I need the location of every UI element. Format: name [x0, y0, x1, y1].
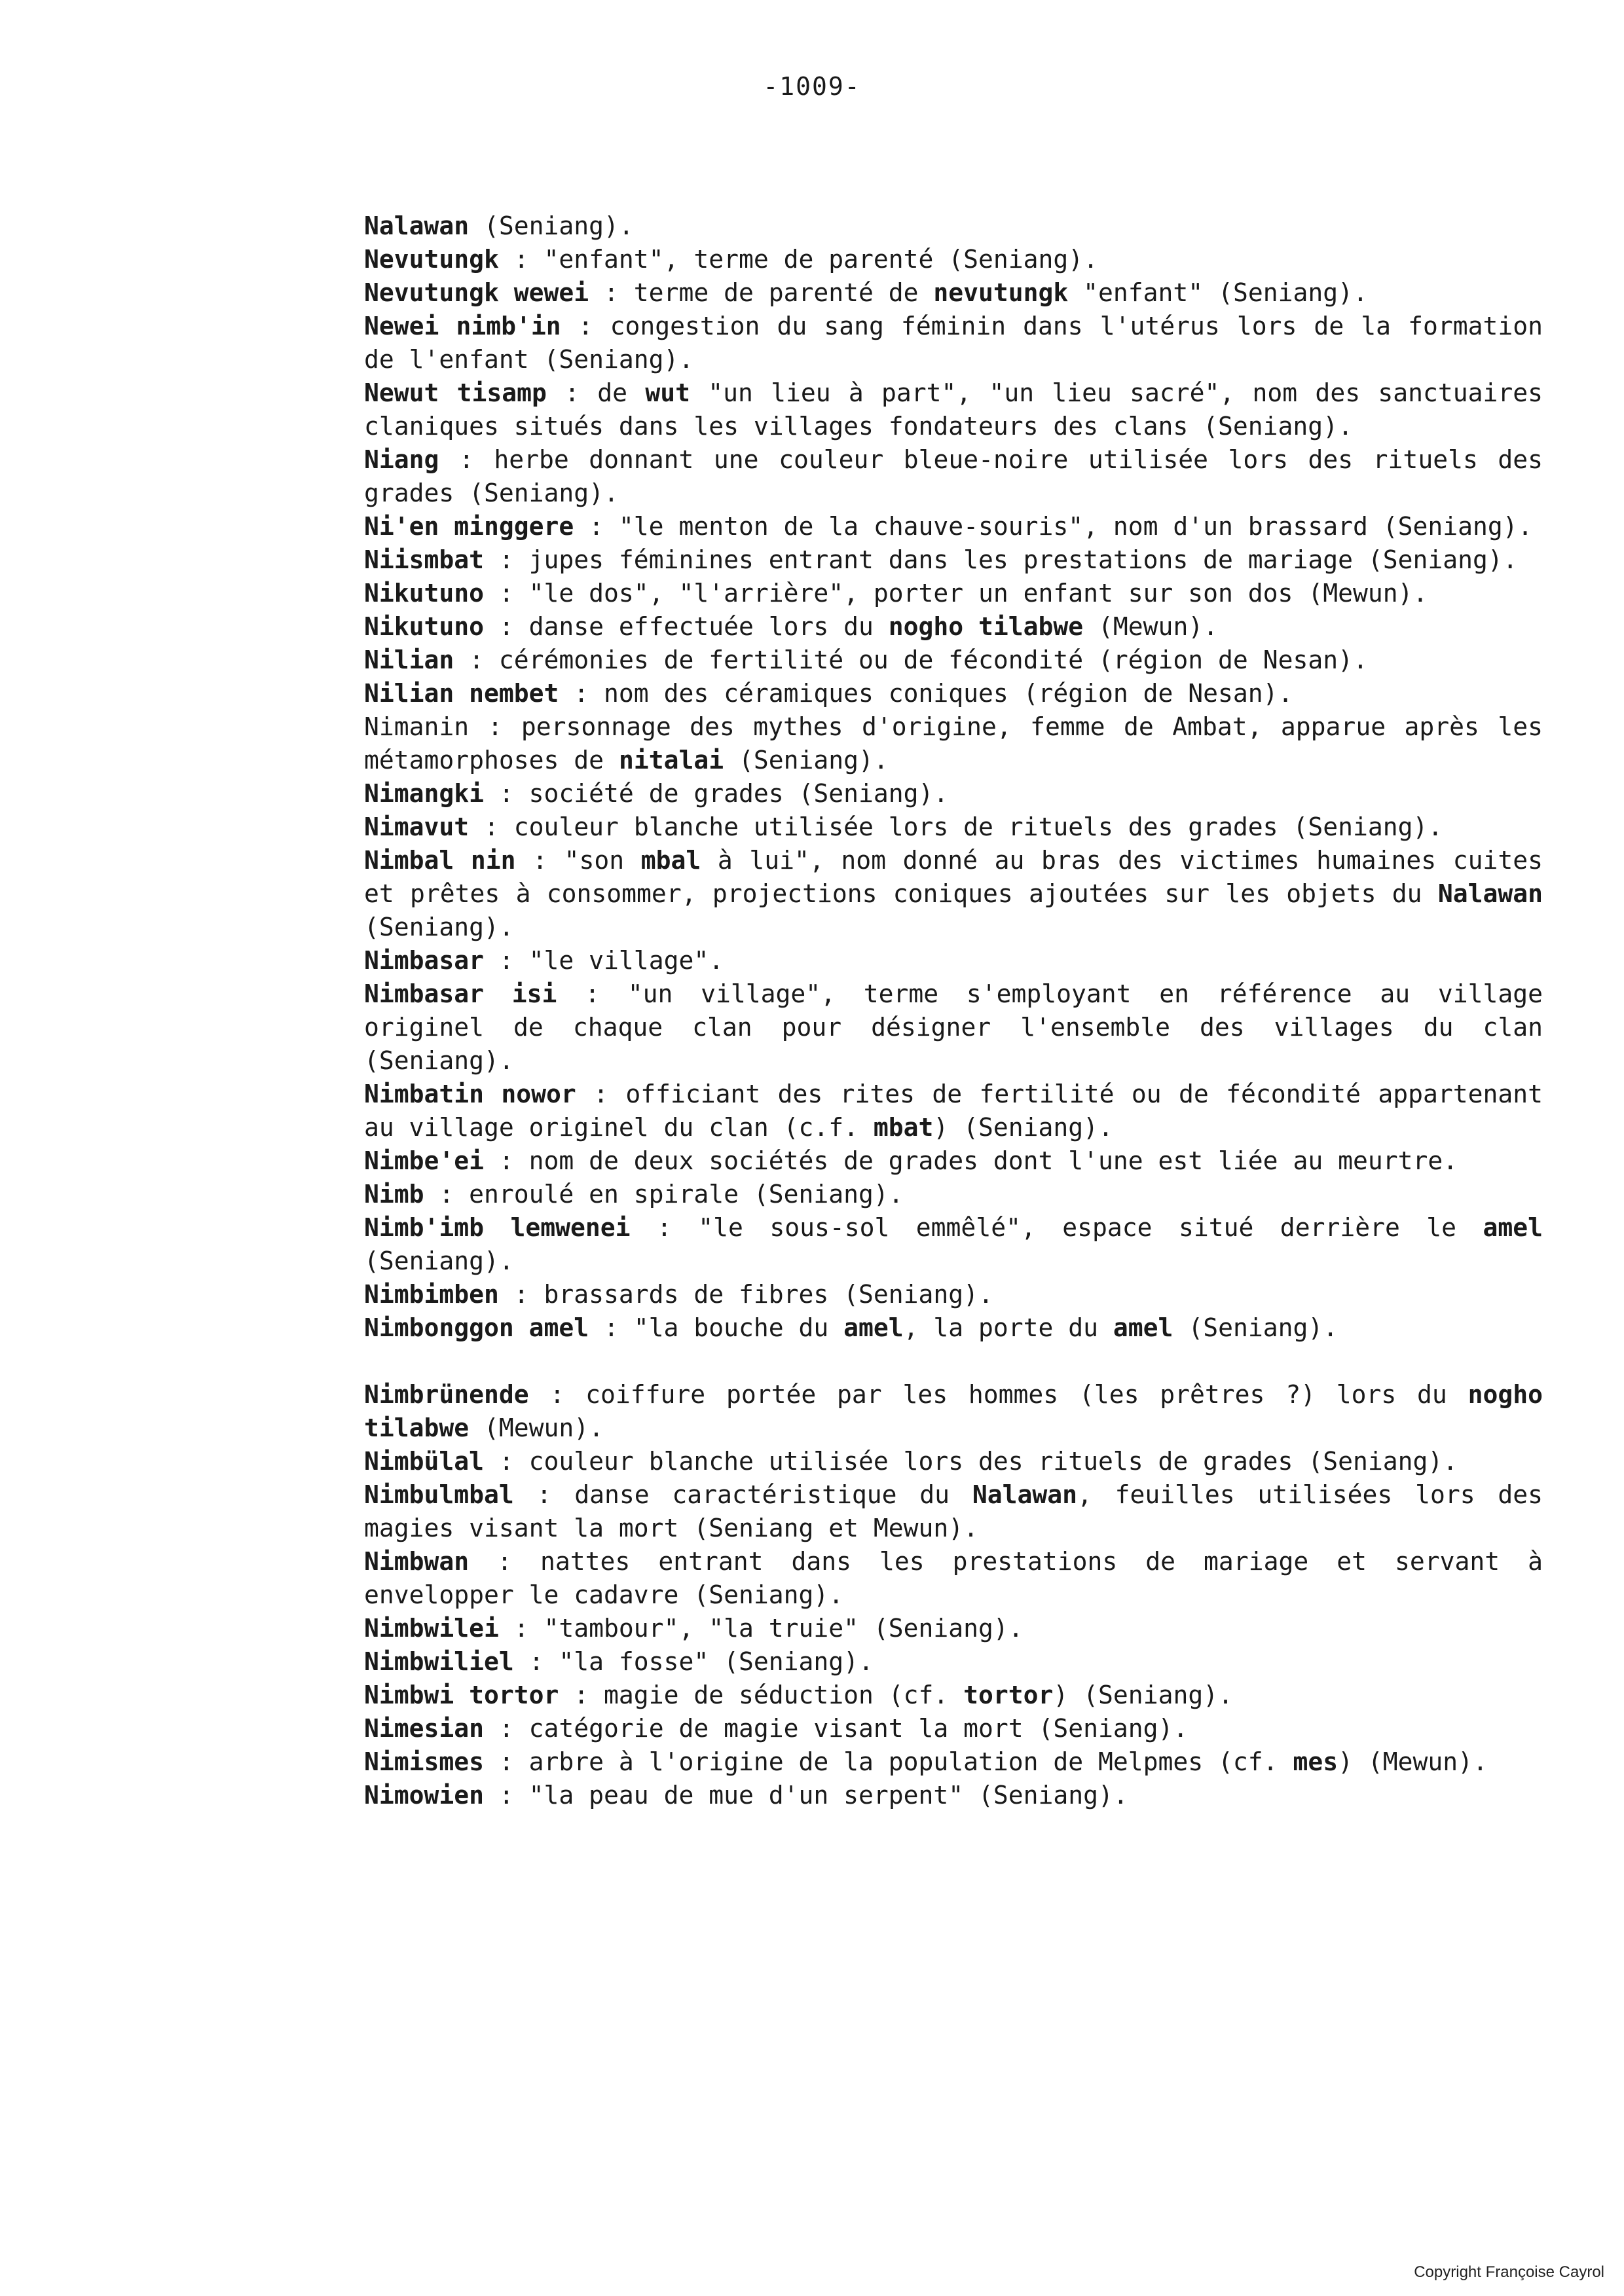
entry-term: nevutungk	[933, 278, 1069, 307]
entry-text: : de	[546, 378, 646, 407]
entry-text: : "enfant", terme de parenté (Seniang).	[498, 245, 1099, 274]
glossary-entry	[364, 1311, 1543, 1345]
glossary-entry	[364, 1478, 1543, 1545]
entry-text: : "la peau de mue d'un serpent" (Seniang).	[484, 1781, 1128, 1810]
entry-term: Nimbatin nowor	[364, 1080, 576, 1108]
entry-term: Newut tisamp	[364, 378, 547, 407]
glossary-entry	[364, 1779, 1543, 1812]
glossary-entry	[364, 1178, 1543, 1211]
glossary-entry	[364, 1445, 1543, 1478]
entry-term: Nalawan	[364, 211, 470, 240]
entry-text: (Seniang).	[364, 1247, 514, 1275]
glossary-entry	[364, 1612, 1543, 1645]
entry-term: nogho tilabwe	[364, 1380, 1543, 1442]
entry-text: ) (Mewun).	[1338, 1747, 1488, 1776]
entry-term: mes	[1293, 1747, 1338, 1776]
entry-term: Ni'en minggere	[364, 512, 574, 541]
entry-term: Newei nimb'in	[364, 312, 561, 340]
entry-term: Nimb	[364, 1180, 424, 1209]
glossary-entry	[364, 1679, 1543, 1712]
glossary-entry	[364, 1378, 1543, 1445]
entry-term: Nilian	[364, 646, 454, 674]
entry-text: : "la bouche du	[589, 1313, 844, 1342]
glossary-entry	[364, 977, 1543, 1078]
entry-term: Nimbasar	[364, 946, 485, 975]
entry-text: : danse effectuée lors du	[484, 612, 889, 641]
entry-term: Nimesian	[364, 1714, 485, 1743]
entry-text: : herbe donnant une couleur bleue-noire utilisée lors des rituels des grades (Seniang).	[364, 445, 1543, 507]
entry-term: mbat	[873, 1113, 934, 1142]
entry-term: Nalawan	[1437, 879, 1543, 908]
entry-term: Nimbwi tortor	[364, 1681, 559, 1709]
glossary-entry	[364, 1712, 1543, 1745]
glossary-entry	[364, 1078, 1543, 1144]
entry-term: Nimb'imb lemwenei	[364, 1213, 631, 1242]
entry-text: "enfant" (Seniang).	[1068, 278, 1368, 307]
entry-text: (Seniang).	[724, 746, 889, 774]
entry-text: : jupes féminines entrant dans les prestations de mariage (Seniang).	[484, 545, 1518, 574]
glossary-entry	[364, 710, 1543, 777]
entry-text: : "le dos", "l'arrière", porter un enfant sur son dos (Mewun).	[484, 579, 1428, 608]
copyright-notice: Copyright Françoise Cayrol	[1414, 2263, 1604, 2281]
entry-text: (Mewun).	[1083, 612, 1219, 641]
entry-text: "un lieu à part", "un lieu sacré", nom des sanctuaires claniques situés dans les villages fondateurs des clans (Seniang).	[364, 378, 1543, 441]
entry-term: Nimbimben	[364, 1280, 499, 1309]
entry-term: Niismbat	[364, 545, 485, 574]
entry-term: amel	[1483, 1213, 1543, 1242]
entry-term: Nimbwilei	[364, 1614, 499, 1643]
entry-term: Nimismes	[364, 1747, 485, 1776]
entry-term: Nikutuno	[364, 579, 485, 608]
entry-text: , feuilles utilisées lors des magies visant la mort (Seniang et Mewun).	[364, 1480, 1543, 1542]
entry-text: (Mewun).	[469, 1413, 604, 1442]
entry-text: : "le sous-sol emmêlé", espace situé derrière le	[630, 1213, 1483, 1242]
entry-term: Nilian nembet	[364, 679, 559, 708]
entry-term: Nimavut	[364, 812, 470, 841]
entry-term: Nimangki	[364, 779, 485, 808]
entry-text: (Seniang).	[469, 211, 634, 240]
entry-text: : nattes entrant dans les prestations de mariage et servant à envelopper le cadavre (Seniang).	[364, 1547, 1543, 1609]
entry-term: nogho tilabwe	[888, 612, 1084, 641]
entry-term: tortor	[963, 1681, 1054, 1709]
glossary-entry	[364, 310, 1543, 376]
glossary-entry	[364, 644, 1543, 677]
entry-text: : "tambour", "la truie" (Seniang).	[498, 1614, 1024, 1643]
glossary-entry	[364, 610, 1543, 644]
glossary-entry	[364, 243, 1543, 276]
entry-term: Nimbasar isi	[364, 979, 557, 1008]
entry-term: wut	[645, 378, 690, 407]
entry-text: : enroulé en spirale (Seniang).	[424, 1180, 904, 1209]
entry-text: Nimanin : personnage des mythes d'origine, femme de Ambat, apparue après les métamorphoses de	[364, 712, 1543, 774]
entry-term: Nimbülal	[364, 1447, 485, 1476]
glossary-entry	[364, 1144, 1543, 1178]
glossary-entry	[364, 543, 1543, 577]
entry-text: : nom des céramiques coniques (région de Nesan).	[559, 679, 1293, 708]
entry-text: : "la fosse" (Seniang).	[513, 1647, 874, 1676]
entry-term: Nimbonggon amel	[364, 1313, 589, 1342]
entry-text: : couleur blanche utilisée lors des rituels de grades (Seniang).	[484, 1447, 1458, 1476]
glossary-entry	[364, 777, 1543, 811]
glossary-entry	[364, 276, 1543, 310]
entry-text: ) (Seniang).	[1053, 1681, 1233, 1709]
glossary-entry	[364, 376, 1543, 443]
entry-text: (Seniang).	[1173, 1313, 1338, 1342]
glossary-entry	[364, 1278, 1543, 1311]
entry-term: amel	[1113, 1313, 1173, 1342]
entry-term: Nimowien	[364, 1781, 485, 1810]
entry-text: à lui", nom donné au bras des victimes humaines cuites et prêtes à consommer, projections coniques ajoutées sur les objets du	[364, 846, 1543, 908]
entry-text: : coiffure portée par les hommes (les prêtres ?) lors du	[528, 1380, 1468, 1409]
entry-term: Nimbrünende	[364, 1380, 529, 1409]
entry-term: Nalawan	[972, 1480, 1077, 1509]
entry-text: : "son	[515, 846, 641, 875]
entry-term: Nevutungk	[364, 245, 499, 274]
entry-term: Nevutungk wewei	[364, 278, 589, 307]
entry-term: Nikutuno	[364, 612, 485, 641]
glossary-entry	[364, 811, 1543, 844]
entry-text: : officiant des rites de fertilité ou de fécondité appartenant au village originel du clan (c.f.	[364, 1080, 1543, 1142]
entry-text: : terme de parenté de	[589, 278, 934, 307]
glossary-entry	[364, 443, 1543, 510]
entry-term: Nimbal nin	[364, 846, 516, 875]
glossary-entry	[364, 1745, 1543, 1779]
entry-text: , la porte du	[903, 1313, 1113, 1342]
entry-term: amel	[843, 1313, 904, 1342]
entry-term: Niang	[364, 445, 439, 474]
entry-text: : brassards de fibres (Seniang).	[498, 1280, 993, 1309]
glossary-entry	[364, 1645, 1543, 1679]
entry-text: : arbre à l'origine de la population de Melpmes (cf.	[484, 1747, 1293, 1776]
glossary	[364, 210, 1543, 1812]
entry-term: nitalai	[618, 746, 724, 774]
entry-text: : catégorie de magie visant la mort (Seniang).	[484, 1714, 1189, 1743]
glossary-entry	[364, 944, 1543, 977]
glossary-entry	[364, 577, 1543, 610]
glossary-entry	[364, 1545, 1543, 1612]
entry-text: : "le menton de la chauve-souris", nom d'un brassard (Seniang).	[574, 512, 1533, 541]
entry-text: : nom de deux sociétés de grades dont l'une est liée au meurtre.	[484, 1146, 1458, 1175]
entry-text: : congestion du sang féminin dans l'utérus lors de la formation de l'enfant (Seniang).	[364, 312, 1543, 374]
glossary-entry	[364, 510, 1543, 543]
entry-term: mbal	[640, 846, 701, 875]
entry-term: Nimbe'ei	[364, 1146, 485, 1175]
entry-text: : cérémonies de fertilité ou de fécondité (région de Nesan).	[454, 646, 1368, 674]
entry-term: Nimbwan	[364, 1547, 470, 1576]
glossary-entry	[364, 844, 1543, 944]
entry-text: ) (Seniang).	[933, 1113, 1113, 1142]
glossary-entry	[364, 1211, 1543, 1278]
entry-text: : société de grades (Seniang).	[484, 779, 949, 808]
entry-text: : danse caractéristique du	[513, 1480, 972, 1509]
entry-text: : magie de séduction (cf.	[559, 1681, 964, 1709]
glossary-entry	[364, 210, 1543, 243]
entry-term: Nimbwiliel	[364, 1647, 514, 1676]
entry-text: : "le village".	[484, 946, 724, 975]
page-number: -1009-	[763, 72, 861, 101]
entry-text: : "un village", terme s'employant en référence au village originel de chaque clan pour désigner l'ensemble des villages du clan (Seniang).	[364, 979, 1543, 1075]
entry-text: : couleur blanche utilisée lors de rituels des grades (Seniang).	[469, 812, 1443, 841]
entry-term: Nimbulmbal	[364, 1480, 514, 1509]
entry-text: (Seniang).	[364, 913, 514, 941]
glossary-entry	[364, 677, 1543, 710]
